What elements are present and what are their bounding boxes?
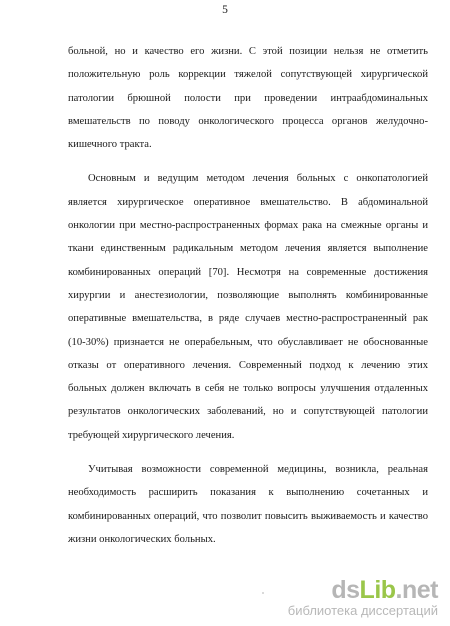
paragraph-1: больной, но и качество его жизни. С этой позиции нельзя не отметить положительную роль коррекции тяжелой сопутствующей хирургической патологии брюшной полости при проведении интраабдоминальных вмешательств по поводу онкологического процесса органов желудочно-кишечного тракта. <box>68 46 428 151</box>
page-number: 5 <box>222 4 228 16</box>
paragraph-3: Учитывая возможности современной медицины, возникла, реальная необходимость расширить показания к выполнению сочетанных и комбинированных операций, что позволит повысить выживаемость и качество жизни онкологических больных. <box>68 464 428 545</box>
watermark-logo-lib: Lib <box>359 576 396 604</box>
scan-speck <box>262 592 264 594</box>
watermark-logo <box>288 577 438 603</box>
watermark-logo-net: .net <box>395 576 438 604</box>
document-body <box>68 40 428 562</box>
paragraph-2: Основным и ведущим методом лечения больных с онкопатологией является хирургическое оперативное вмешательство. В абдоминальной онкологии при местно-распространенных формах рака на смежные органы и ткани единственным радикальным методом лечения является выполнение комбинированных операций [70]. Несмотря на современные достижения хирургии и анестезиологии, позволяющие выполнять комбинированные оперативные вмешательства, в ряде случаев местно-распространенный рак (10-30%) признается не операбельным, что обуславливает не обоснованные отказы от оперативного лечения. Современный подход к лечению этих больных должен включать в себя не только вопросы улучшения отдаленных результатов онкологических заболеваний, но и сопутствующей патологии требующей хирургического лечения. <box>68 173 428 441</box>
watermark-logo-ds: ds <box>331 576 360 604</box>
watermark-subtitle: библиотека диссертаций <box>287 603 438 618</box>
watermark <box>288 577 438 618</box>
